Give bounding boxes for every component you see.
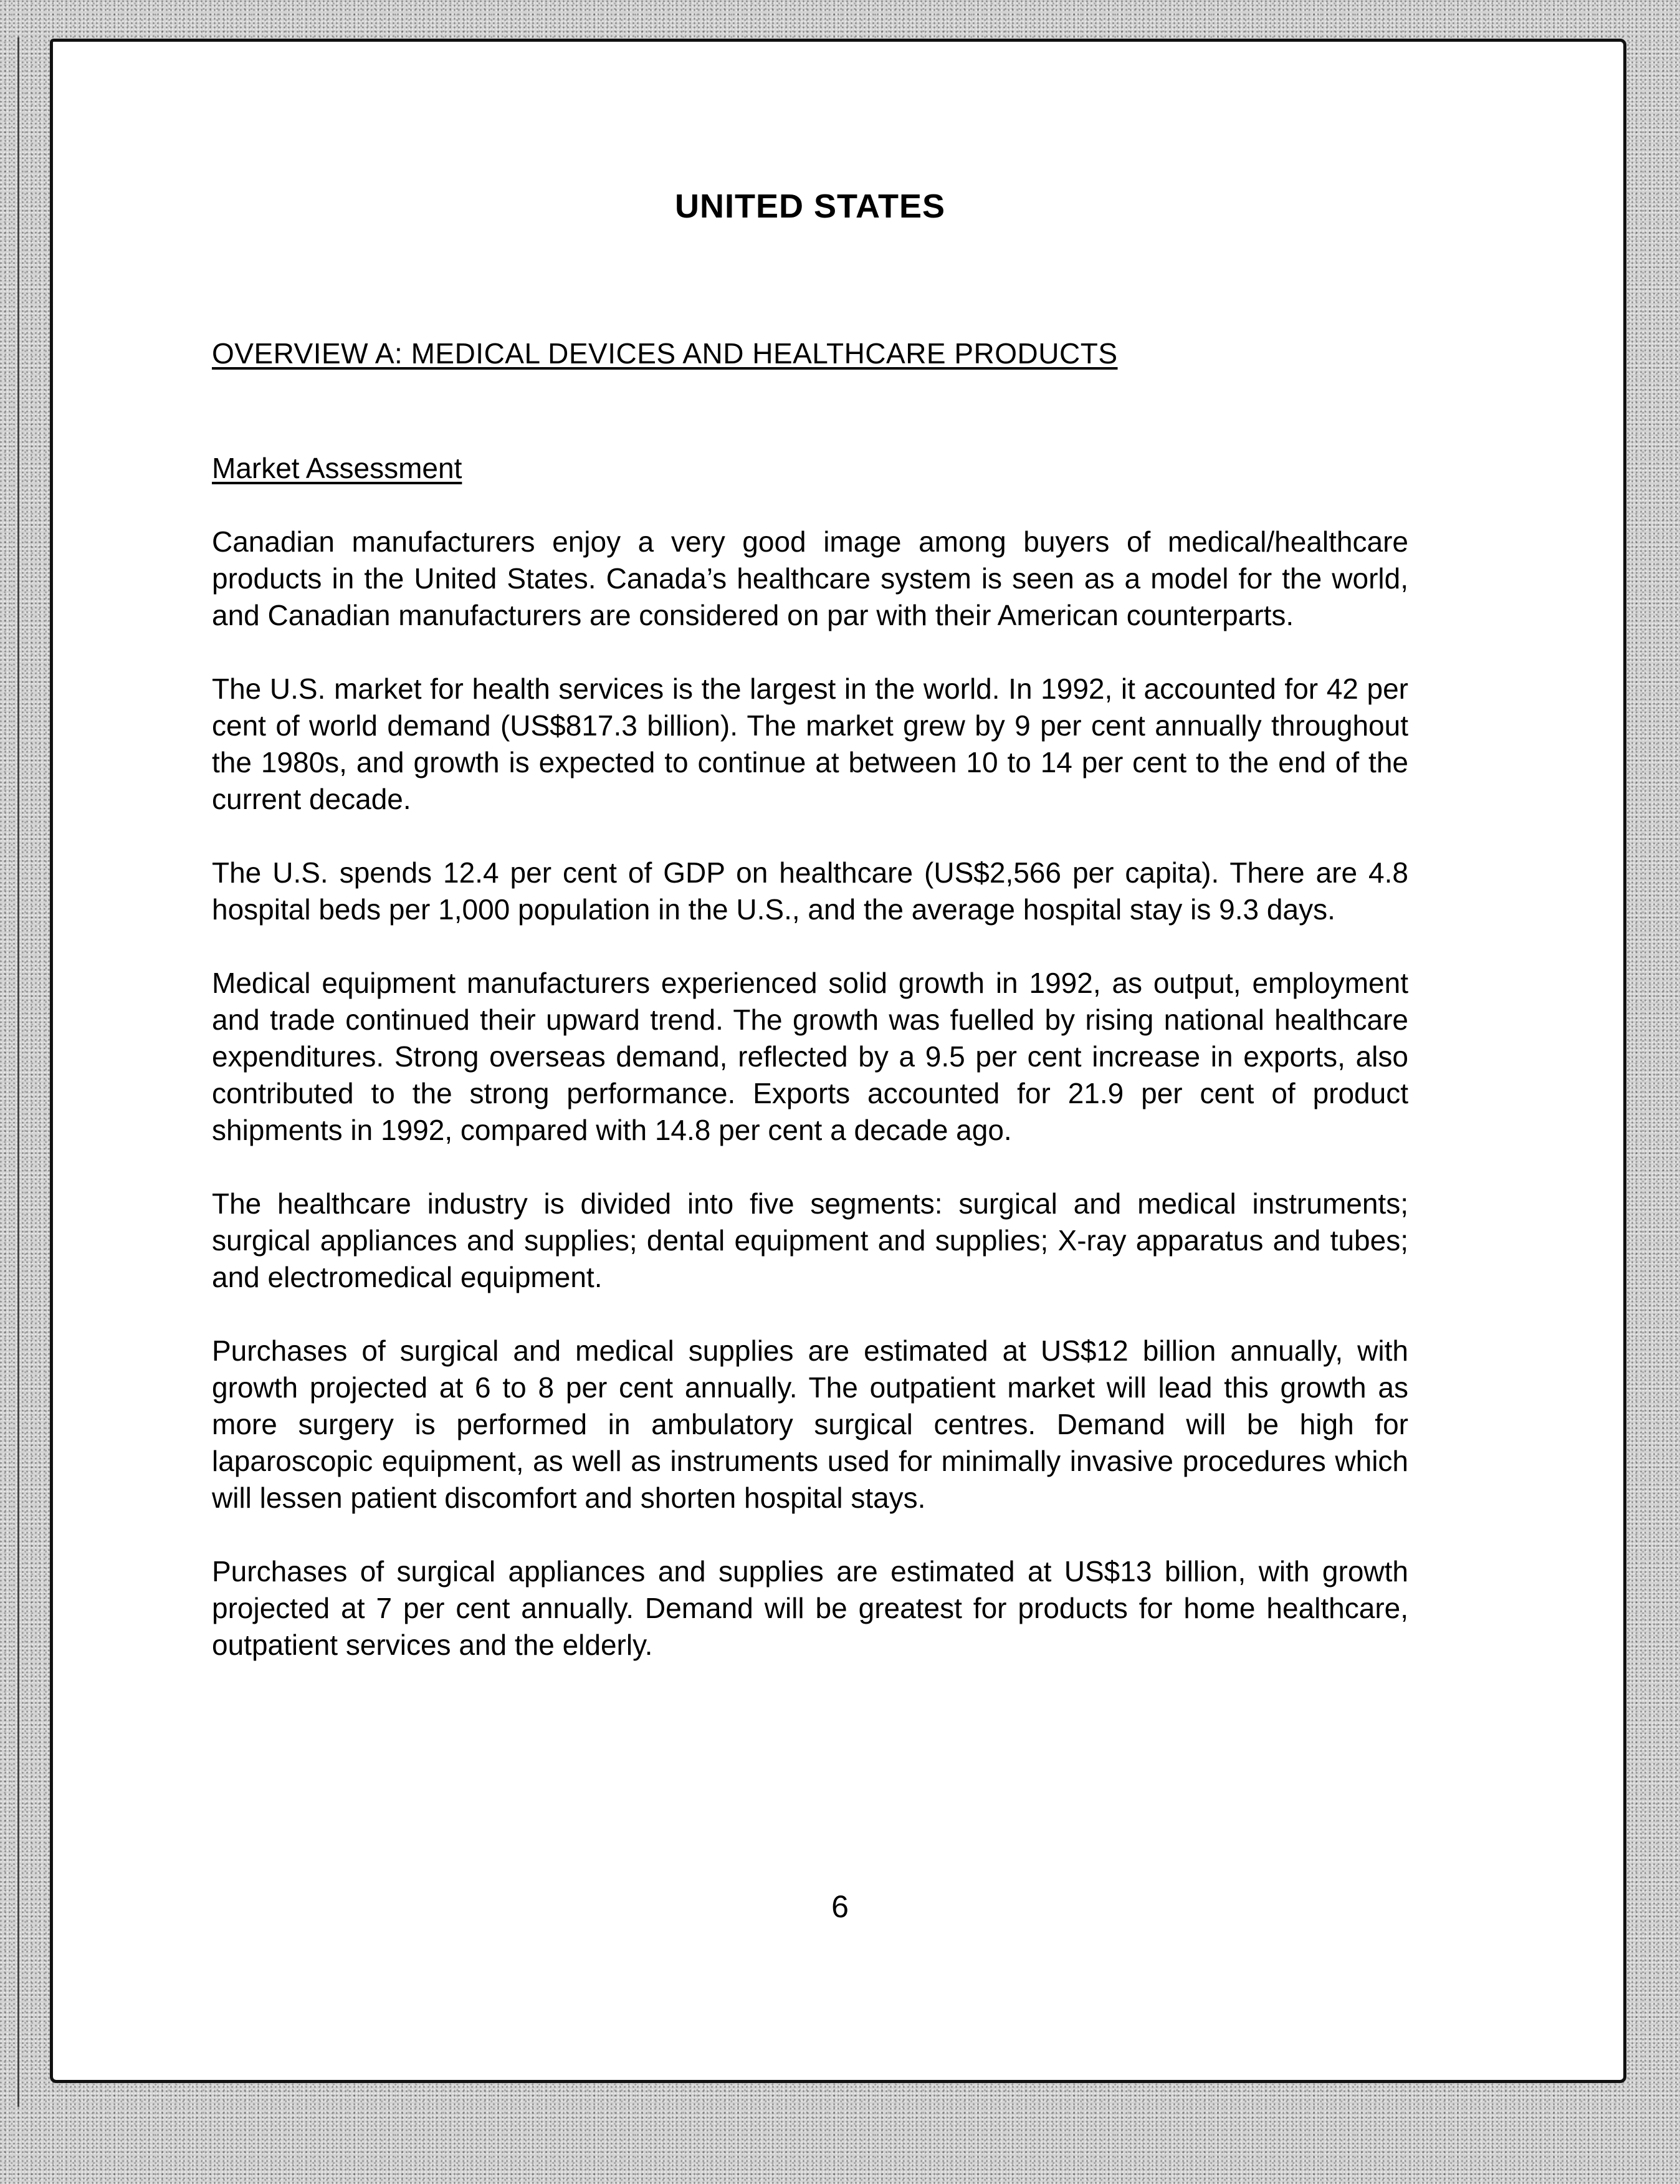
paragraph: The U.S. spends 12.4 per cent of GDP on healthcare (US$2,566 per capita). There are 4.8 hospital beds per 1,000 population in the U.S., and the average hospital stay is 9.3 days.	[212, 856, 1408, 926]
overview-heading: OVERVIEW A: MEDICAL DEVICES AND HEALTHCARE PRODUCTS	[212, 337, 1118, 370]
section-heading: Market Assessment	[212, 452, 462, 484]
page-number: 6	[831, 1889, 849, 1924]
paragraph: Purchases of surgical and medical supplies are estimated at US$12 billion annually, with growth projected at 6 to 8 per cent annually. The outpatient market will lead this growth as more surgery is performed in ambulatory surgical centres. Demand will be high for laparoscopic equipment, as well as instruments used for minimally invasive procedures which will lessen patient discomfort and shorten hospital stays.	[212, 1334, 1408, 1514]
paragraph: Medical equipment manufacturers experienced solid growth in 1992, as output, employment and trade continued their upward trend. The growth was fuelled by rising national healthcare expenditures. Strong overseas demand, reflected by a 9.5 per cent increase in exports, also contributed to the strong performance. Exports accounted for 21.9 per cent of product shipments in 1992, compared with 14.8 per cent a decade ago.	[212, 967, 1408, 1146]
country-title: UNITED STATES	[674, 188, 945, 225]
paragraph: The healthcare industry is divided into five segments: surgical and medical instruments; surgical appliances and supplies; dental equipment and supplies; X-ray apparatus and tubes; and electromedical equipment.	[212, 1187, 1408, 1293]
paragraph: The U.S. market for health services is the largest in the world. In 1992, it accounted for 42 per cent of world demand (US$817.3 billion). The market grew by 9 per cent annually throughout the 1980s, and growth is expected to continue at between 10 to 14 per cent to the end of the current decade.	[212, 673, 1408, 815]
paragraph: Purchases of surgical appliances and supplies are estimated at US$13 billion, with growth projected at 7 per cent annually. Demand will be greatest for products for home healthcare, outpatient services and the elderly.	[212, 1555, 1408, 1661]
paragraph: Canadian manufacturers enjoy a very good image among buyers of medical/healthcare products in the United States. Canada’s healthcare system is seen as a model for the world, and Canadian manufacturers are considered on par with their American counterparts.	[212, 525, 1408, 631]
page-content	[212, 187, 1408, 1700]
binding-edge	[17, 37, 19, 2107]
